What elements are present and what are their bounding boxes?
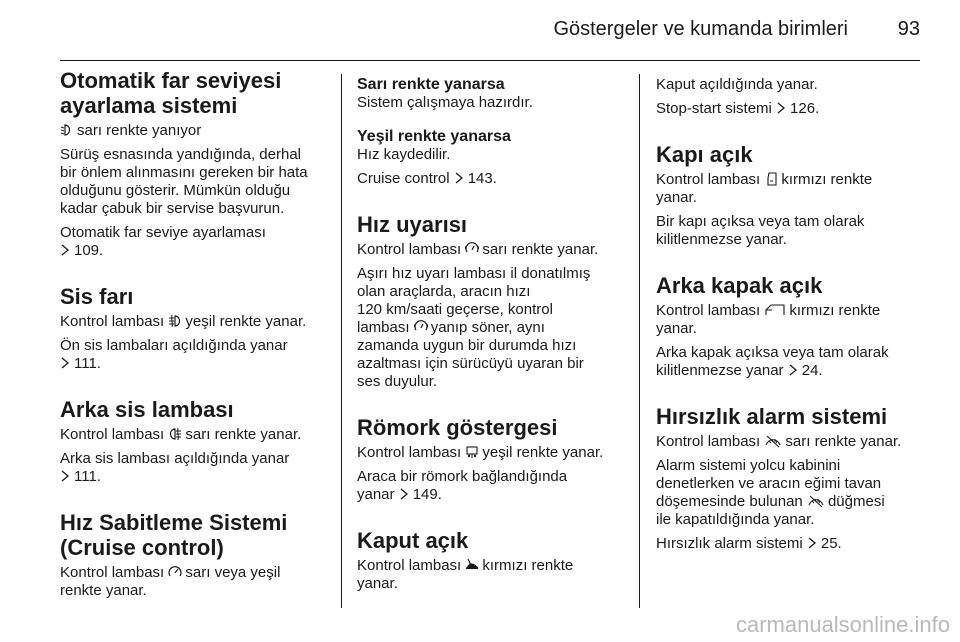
paragraph: Aşırı hız uyarı lambası il donatılmış olan araçlarda, aracın hızı 120 km/saati geçerse, kontrol lambası yanıp söner, aynı zamanda uygun bir durumda hızı azaltması için sürücüyü uyaran bir ses duyulur.: [357, 265, 591, 390]
paragraph: sarı renkte yanıyor: [60, 122, 328, 140]
speed-warning-icon: [465, 242, 479, 256]
paragraph: Kontrol lambası sarı renkte yanar.: [60, 426, 302, 443]
heading-anti-theft-alarm: Hırsızlık alarm sistemi: [656, 404, 888, 429]
column-2: [357, 68, 629, 599]
paragraph: Hız kaydedilir.: [357, 146, 451, 163]
page-header-title: Göstergeler ve kumanda birimleri: [553, 18, 848, 40]
paragraph: Kontrol lambası kırmızı renkte yanar.: [656, 171, 873, 206]
page-header: [60, 16, 920, 50]
column-divider-2: [639, 74, 640, 608]
page-reference-icon: [454, 172, 464, 184]
paragraph: Kontrol lambası kırmızı renkte yanar.: [357, 557, 574, 592]
paragraph: Kontrol lambası sarı renkte yanar.: [357, 241, 599, 258]
paragraph: Sürüş esnasında yandığında, derhal bir önlem alınmasını gereken bir hata olduğunu gösterir. Mümkün olduğu kadar çabuk bir servise başvurun.: [60, 146, 308, 217]
heading-tailgate-open: Arka kapak açık: [656, 273, 823, 298]
heading-headlight-leveling: Otomatik far seviyesi ayarlama sistemi: [60, 68, 282, 118]
header-divider: [60, 60, 920, 61]
front-fog-light-icon: [168, 314, 182, 328]
paragraph: Sistem çalışmaya hazırdır.: [357, 94, 533, 111]
door-open-icon: [764, 172, 778, 186]
page-reference-icon: [60, 357, 70, 369]
page-reference-icon: [776, 102, 786, 114]
page-reference-icon: [807, 537, 817, 549]
page-reference-icon: [60, 470, 70, 482]
trailer-icon: [465, 445, 479, 459]
column-1: [60, 68, 328, 606]
paragraph: Kontrol lambası sarı veya yeşil renkte yanar.: [60, 564, 281, 599]
paragraph: Stop-start sistemi 126.: [656, 100, 820, 117]
heading-bonnet-open: Kaput açık: [357, 528, 469, 553]
headlight-leveling-icon: [60, 123, 74, 137]
paragraph: Kontrol lambası yeşil renkte yanar.: [357, 444, 604, 461]
alarm-monitoring-icon: [764, 434, 782, 448]
bonnet-open-icon: [465, 558, 479, 572]
paragraph: Otomatik far seviye ayarlaması 109.: [60, 224, 266, 259]
heading-yellow-lit: Sarı renkte yanarsa: [357, 76, 505, 93]
page-number: 93: [897, 18, 920, 40]
paragraph: Alarm sistemi yolcu kabinini denetlerken ve aracın eğimi tavan döşemesinde bulunan düğmesi ile kapatıldığında yanar.: [656, 457, 885, 528]
heading-cruise-control: Hız Sabitleme Sistemi (Cruise control): [60, 510, 288, 560]
paragraph: Hırsızlık alarm sistemi 25.: [656, 535, 842, 552]
paragraph: Bir kapı açıksa veya tam olarak kilitlenmezse yanar.: [656, 213, 865, 248]
speed-warning-icon: [414, 320, 428, 334]
cruise-control-icon: [168, 565, 182, 579]
paragraph: Kontrol lambası kırmızı renkte yanar.: [656, 302, 881, 337]
watermark: carmanualsonline.info: [735, 612, 950, 637]
paragraph: Arka sis lambası açıldığında yanar 111.: [60, 450, 290, 485]
heading-green-lit: Yeşil renkte yanarsa: [357, 128, 511, 145]
heading-fog-light: Sis farı: [60, 284, 134, 309]
page-reference-icon: [60, 244, 70, 256]
paragraph: Cruise control 143.: [357, 170, 497, 187]
heading-speed-warning: Hız uyarısı: [357, 212, 468, 237]
paragraph: Kaput açıldığında yanar.: [656, 76, 818, 93]
page-reference-icon: [788, 364, 798, 376]
tailgate-open-icon: [764, 303, 786, 317]
heading-door-open: Kapı açık: [656, 142, 753, 167]
paragraph: Ön sis lambaları açıldığında yanar 111.: [60, 337, 288, 372]
rear-fog-light-icon: [168, 427, 182, 441]
alarm-monitoring-icon: [807, 494, 825, 508]
column-3: [656, 68, 924, 559]
heading-trailer-indicator: Römork göstergesi: [357, 415, 558, 440]
paragraph: Kontrol lambası sarı renkte yanar.: [656, 433, 902, 450]
paragraph: Araca bir römork bağlandığında yanar 149.: [357, 468, 568, 503]
paragraph: Kontrol lambası yeşil renkte yanar.: [60, 313, 307, 330]
heading-rear-fog-light: Arka sis lambası: [60, 397, 234, 422]
column-divider-1: [341, 74, 342, 608]
paragraph: Arka kapak açıksa veya tam olarak kilitlenmezse yanar 24.: [656, 344, 889, 379]
page-reference-icon: [399, 488, 409, 500]
